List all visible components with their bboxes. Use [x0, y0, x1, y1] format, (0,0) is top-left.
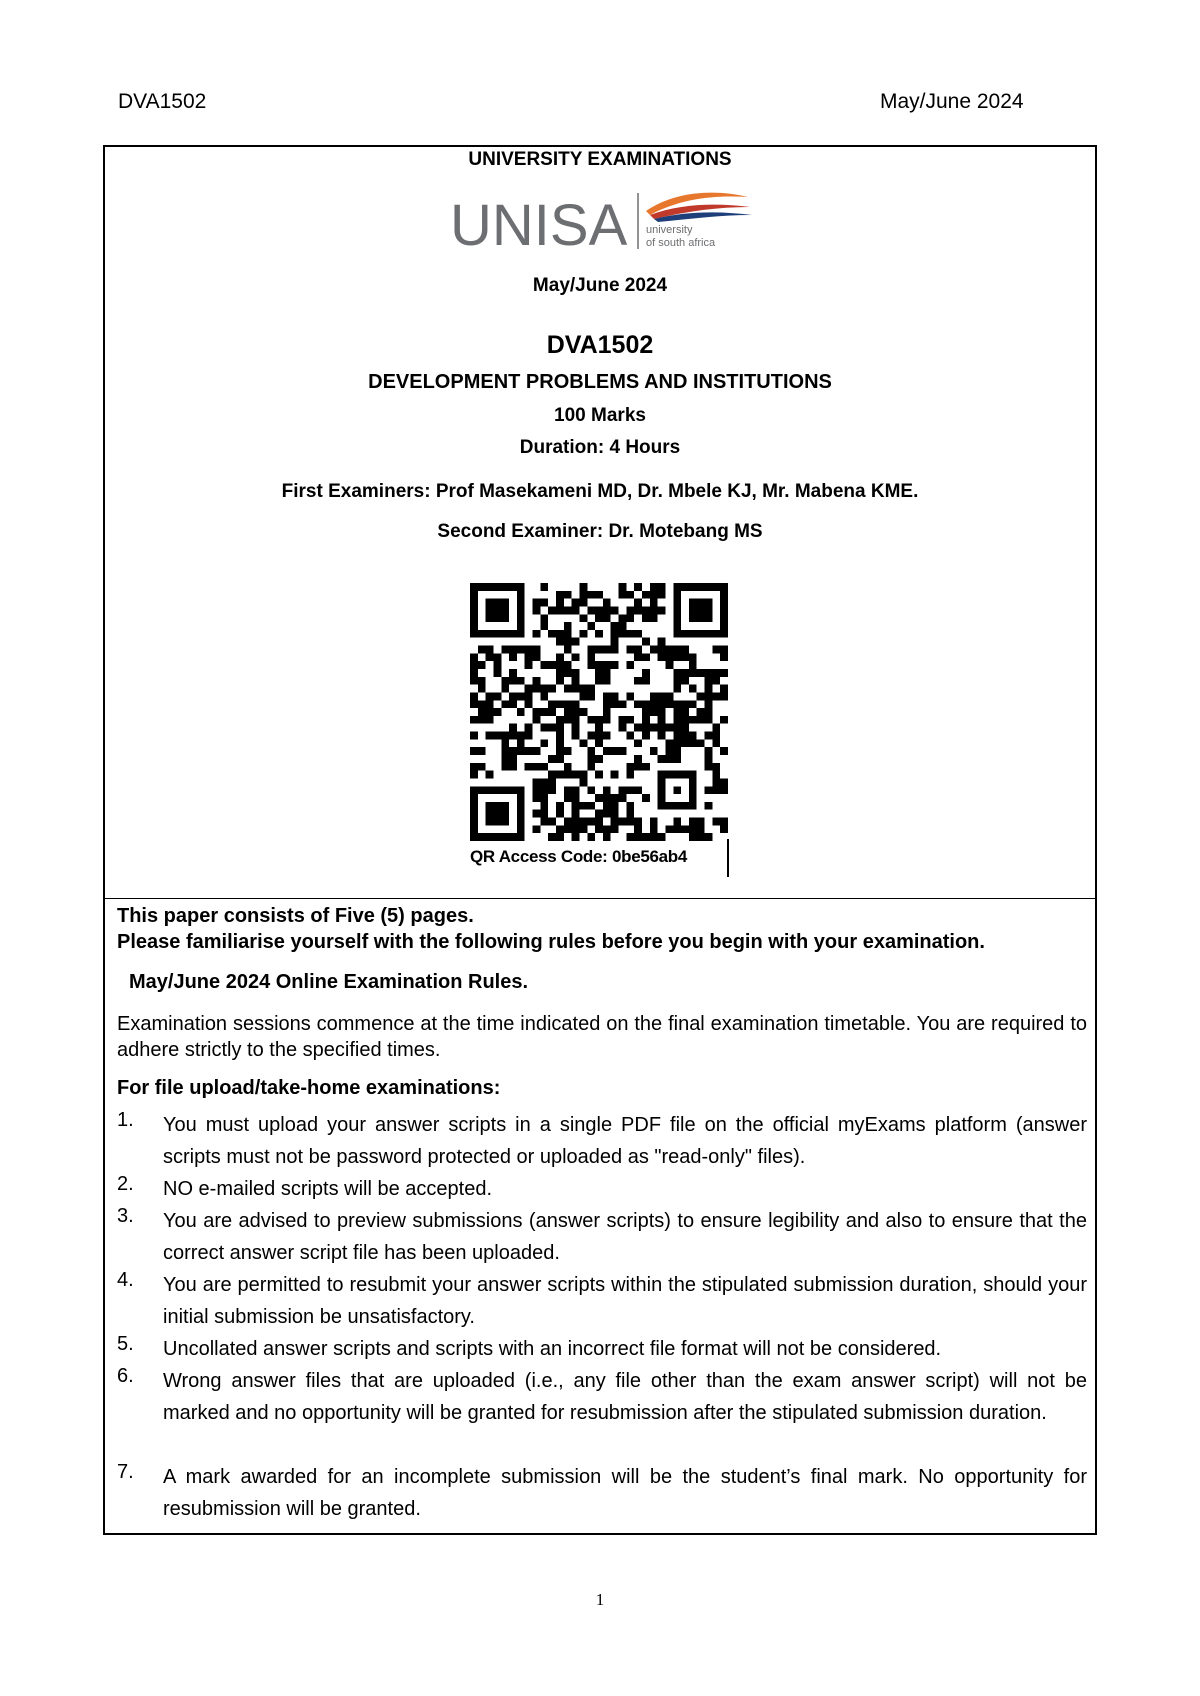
rule-number: 2.: [117, 1173, 134, 1195]
rule-text: You are advised to preview submissions (answer scripts) to ensure legibility and also to ensure that the correct answer script file has been uploaded.: [163, 1210, 1087, 1264]
exam-duration: Duration: 4 Hours: [519, 437, 681, 458]
rule-number: 3.: [117, 1205, 134, 1227]
logo-wordmark: UNISA: [450, 193, 628, 257]
cover-session: May/June 2024: [532, 275, 668, 296]
pages-line: This paper consists of Five (5) pages.: [117, 905, 474, 927]
second-examiner: Second Examiner: Dr. Motebang MS: [437, 521, 763, 542]
total-marks: 100 Marks: [554, 405, 646, 426]
familiarise-line: Please familiarise yourself with the following rules before you begin with your examination.: [117, 931, 985, 953]
first-examiners: First Examiners: Prof Masekameni MD, Dr. Mbele KJ, Mr. Mabena KME.: [281, 481, 919, 502]
header-course-code: DVA1502: [118, 90, 207, 113]
qr-caption-bar: [727, 839, 729, 877]
rule-number: 6.: [117, 1365, 134, 1387]
rule-text: You are permitted to resubmit your answer scripts within the stipulated submission duration, should your initial submission be unsatisfactory.: [163, 1274, 1087, 1328]
rule-text: Uncollated answer scripts and scripts with an incorrect file format will not be considered.: [163, 1338, 942, 1360]
rule-number: 1.: [117, 1109, 134, 1131]
cover-section: [105, 147, 1095, 899]
rule-text: A mark awarded for an incomplete submission will be the student’s final mark. No opportunity for resubmission will be granted.: [163, 1466, 1087, 1520]
online-rules-title: May/June 2024 Online Examination Rules.: [129, 971, 529, 993]
page-number: 1: [595, 1590, 605, 1609]
logo-tagline-1: university: [646, 224, 693, 236]
unisa-logo: [450, 185, 760, 257]
rule-text: You must upload your answer scripts in a single PDF file on the official myExams platform (answer scripts must not be password protected or uploaded as "read-only" files).: [163, 1114, 1087, 1168]
course-title: DEVELOPMENT PROBLEMS AND INSTITUTIONS: [368, 371, 832, 393]
qr-access-code: QR Access Code: 0be56ab4: [470, 847, 688, 866]
sessions-paragraph: Examination sessions commence at the time indicated on the final examination timetable. You are required to adhere strictly to the specified times.: [117, 1013, 1087, 1061]
rule-number: 7.: [117, 1461, 134, 1483]
qr-code: [470, 583, 728, 841]
university-examinations-heading: UNIVERSITY EXAMINATIONS: [468, 149, 732, 170]
upload-heading: For file upload/take-home examinations:: [117, 1077, 501, 1099]
logo-tagline-2: of south africa: [646, 237, 716, 249]
rule-number: 4.: [117, 1269, 134, 1291]
rule-text: Wrong answer files that are uploaded (i.e., any file other than the exam answer script) will not be marked and no opportunity will be granted for resubmission after the stipulated submission duration.: [163, 1370, 1087, 1424]
exam-cover-frame: [103, 145, 1097, 1535]
rule-text: NO e-mailed scripts will be accepted.: [163, 1178, 493, 1200]
header-session: May/June 2024: [880, 90, 1024, 113]
rule-number: 5.: [117, 1333, 134, 1355]
course-code-title: DVA1502: [546, 331, 654, 359]
